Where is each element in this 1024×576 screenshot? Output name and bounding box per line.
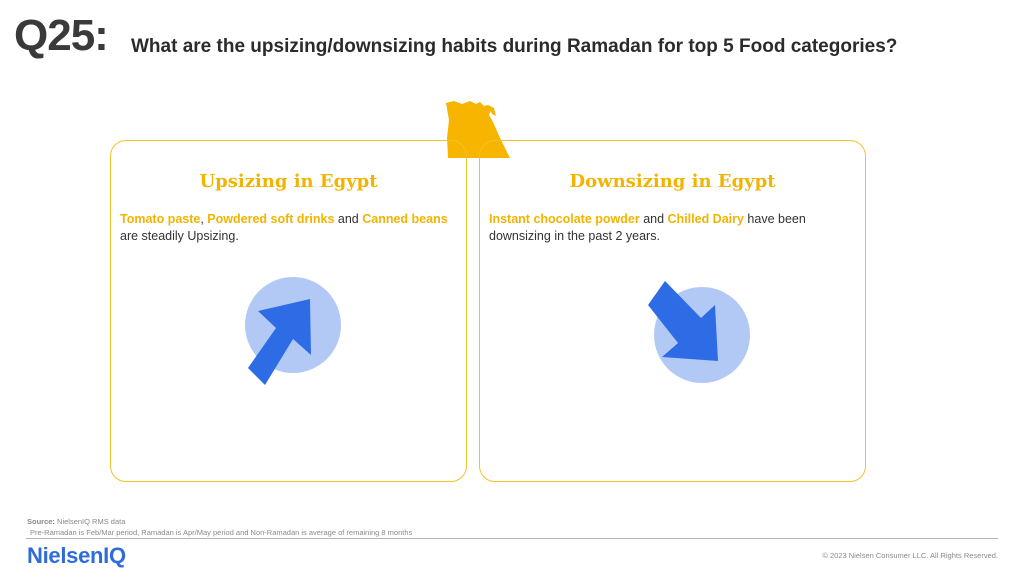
page-title: What are the upsizing/downsizing habits during Ramadan for top 5 Food categories?	[131, 36, 898, 57]
upsizing-title: Upsizing in Egypt	[199, 171, 378, 192]
downsizing-description: Instant chocolate powder and Chilled Dairy have been downsizing in the past 2 years.	[489, 212, 806, 243]
arrow-down-right-icon	[646, 279, 750, 389]
question-number: Q25:	[14, 11, 108, 60]
footer-divider	[26, 538, 998, 539]
category-canned-beans: Canned beans	[362, 212, 448, 226]
copyright-notice: © 2023 Nielsen Consumer LLC. All Rights Reserved.	[822, 551, 998, 560]
category-chilled-dairy: Chilled Dairy	[667, 212, 744, 226]
category-tomato-paste: Tomato paste	[120, 212, 201, 226]
source-note: Source: NielsenIQ RMS data	[27, 517, 126, 526]
arrow-up-right-icon	[243, 275, 343, 387]
downsizing-title: Downsizing in Egypt	[569, 171, 776, 192]
category-instant-chocolate-powder: Instant chocolate powder	[489, 212, 640, 226]
upsizing-panel	[110, 140, 467, 482]
category-powdered-soft-drinks: Powdered soft drinks	[207, 212, 335, 226]
upsizing-description: Tomato paste, Powdered soft drinks and Canned beans are steadily Upsizing.	[120, 212, 448, 243]
downsizing-panel	[479, 140, 866, 482]
nielseniq-logo: NielsenIQ	[27, 543, 126, 568]
period-definition-note: Pre-Ramadan is Feb/Mar period, Ramadan is Apr/May period and Non-Ramadan is average of remaining 8 months	[30, 528, 413, 537]
